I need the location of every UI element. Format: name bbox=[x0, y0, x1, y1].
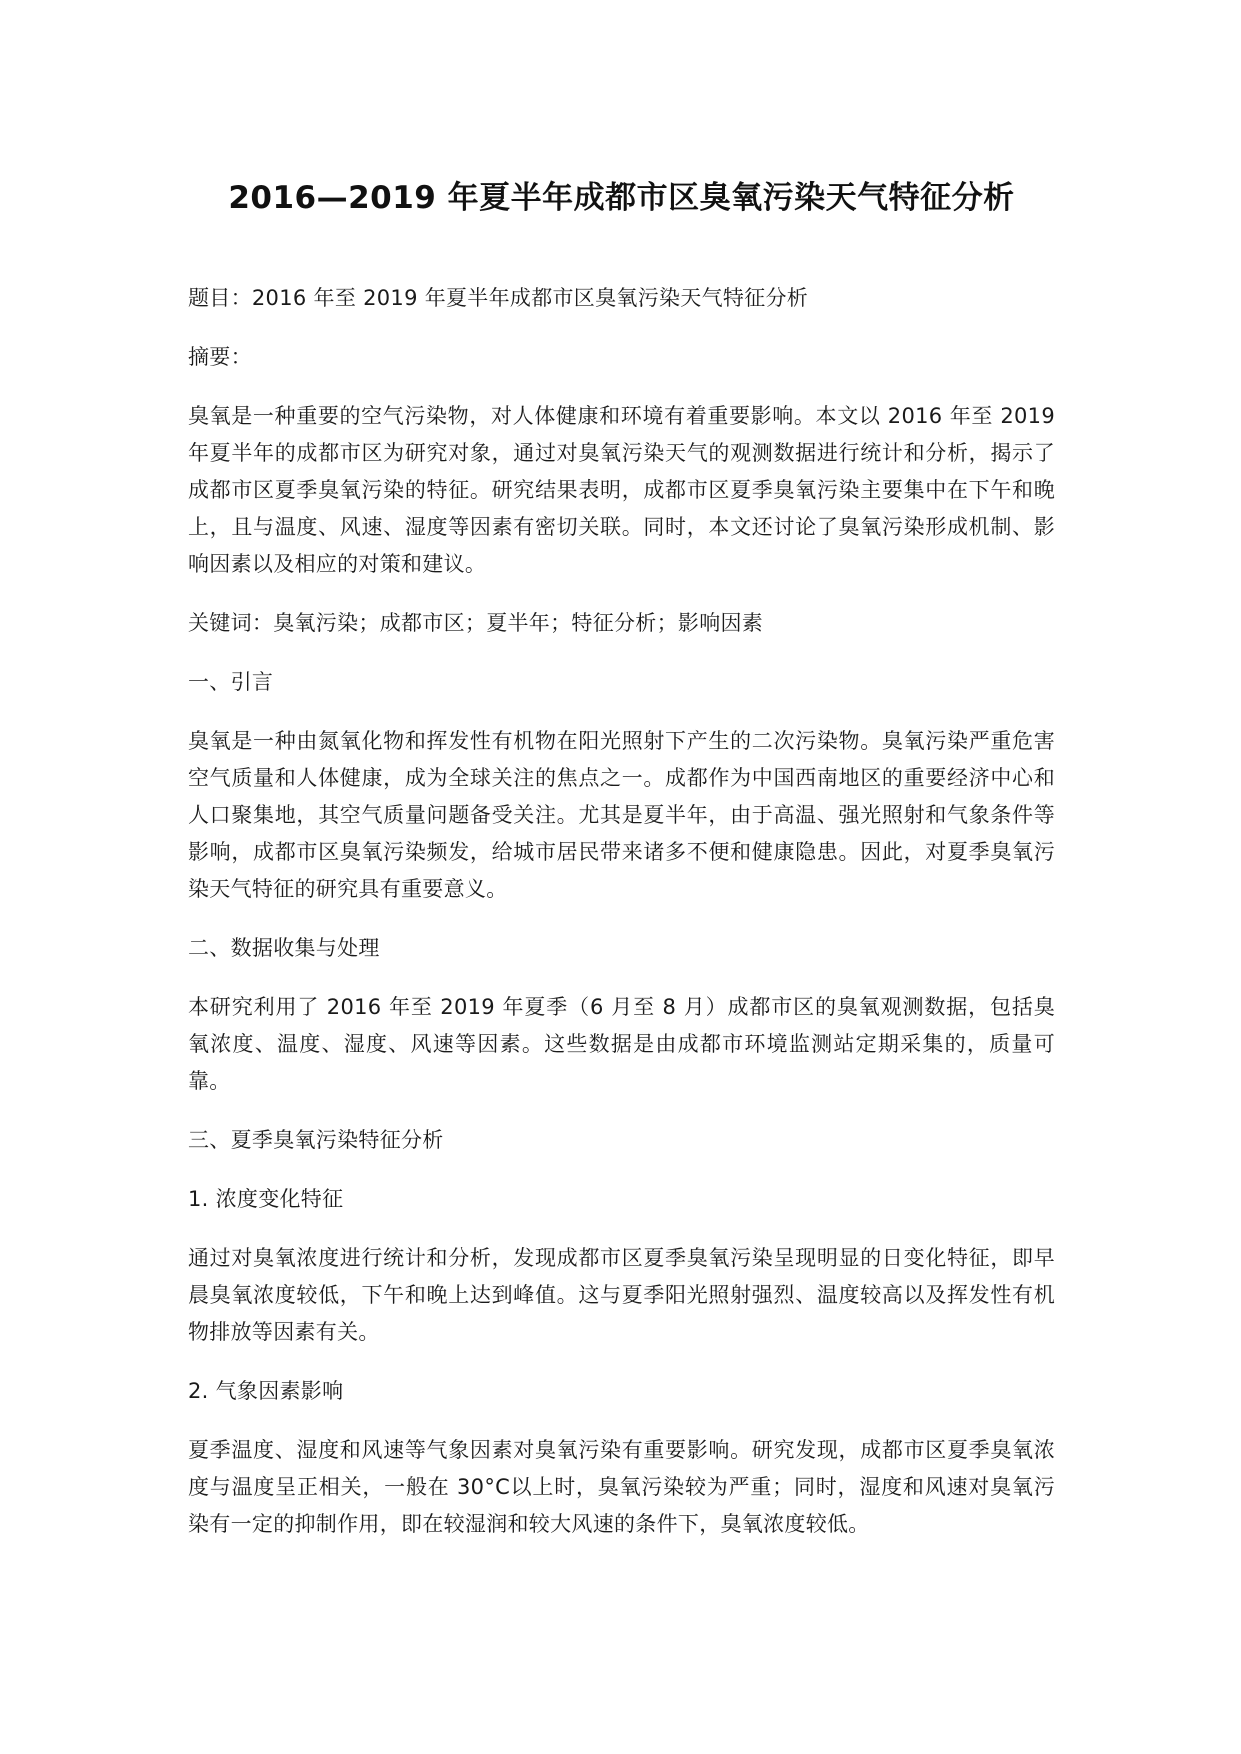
keywords-line: 关键词：臭氧污染；成都市区；夏半年；特征分析；影响因素 bbox=[188, 611, 764, 635]
abstract-label: 摘要： bbox=[188, 345, 252, 369]
subsection-heading-concentration: 1. 浓度变化特征 bbox=[188, 1187, 344, 1211]
spacer bbox=[188, 1410, 1055, 1432]
spacer bbox=[188, 220, 1055, 280]
meteorology-text: 夏季温度、湿度和风速等气象因素对臭氧污染有重要影响。研究发现，成都市区夏季臭氧浓度与温度呈正相关，一般在 30°C以上时，臭氧污染较为严重；同时，湿度和风速对臭氧污染有一定的抑制作用，即在较湿润和较大风速的条件下，臭氧浓度较低。 bbox=[188, 1438, 1055, 1536]
spacer bbox=[188, 376, 1055, 398]
data-text: 本研究利用了 2016 年至 2019 年夏季（6 月至 8 月）成都市区的臭氧观测数据，包括臭氧浓度、温度、湿度、风速等因素。这些数据是由成都市环境监测站定期采集的，质量可靠。 bbox=[188, 995, 1055, 1093]
abstract-text: 臭氧是一种重要的空气污染物，对人体健康和环境有着重要影响。本文以 2016 年至 2019 年夏半年的成都市区为研究对象，通过对臭氧污染天气的观测数据进行统计和分析，揭示了成都市区夏季臭氧污染的特征。研究结果表明，成都市区夏季臭氧污染主要集中在下午和晚上，且与温度、风速、湿度等因素有密切关联。同时，本文还讨论了臭氧污染形成机制、影响因素以及相应的对策和建议。 bbox=[188, 404, 1055, 576]
subsection-heading-meteorology: 2. 气象因素影响 bbox=[188, 1379, 344, 1403]
introduction-text: 臭氧是一种由氮氧化物和挥发性有机物在阳光照射下产生的二次污染物。臭氧污染严重危害空气质量和人体健康，成为全球关注的焦点之一。成都作为中国西南地区的重要经济中心和人口聚集地，其空气质量问题备受关注。尤其是夏半年，由于高温、强光照射和气象条件等影响，成都市区臭氧污染频发，给城市居民带来诸多不便和健康隐患。因此，对夏季臭氧污染天气特征的研究具有重要意义。 bbox=[188, 729, 1055, 901]
spacer bbox=[188, 1100, 1055, 1122]
section-heading-introduction: 一、引言 bbox=[188, 670, 274, 694]
spacer bbox=[188, 583, 1055, 605]
spacer bbox=[188, 317, 1055, 339]
spacer bbox=[188, 1218, 1055, 1240]
document-title: 2016—2019 年夏半年成都市区臭氧污染天气特征分析 bbox=[228, 180, 1015, 216]
spacer bbox=[188, 642, 1055, 664]
section-heading-data: 二、数据收集与处理 bbox=[188, 936, 380, 960]
spacer bbox=[188, 967, 1055, 989]
spacer bbox=[188, 701, 1055, 723]
concentration-text: 通过对臭氧浓度进行统计和分析，发现成都市区夏季臭氧污染呈现明显的日变化特征，即早晨臭氧浓度较低，下午和晚上达到峰值。这与夏季阳光照射强烈、温度较高以及挥发性有机物排放等因素有关。 bbox=[188, 1246, 1055, 1344]
spacer bbox=[188, 1351, 1055, 1373]
section-heading-analysis: 三、夏季臭氧污染特征分析 bbox=[188, 1128, 444, 1152]
spacer bbox=[188, 1159, 1055, 1181]
spacer bbox=[188, 908, 1055, 930]
subject-line: 题目：2016 年至 2019 年夏半年成都市区臭氧污染天气特征分析 bbox=[188, 286, 809, 310]
